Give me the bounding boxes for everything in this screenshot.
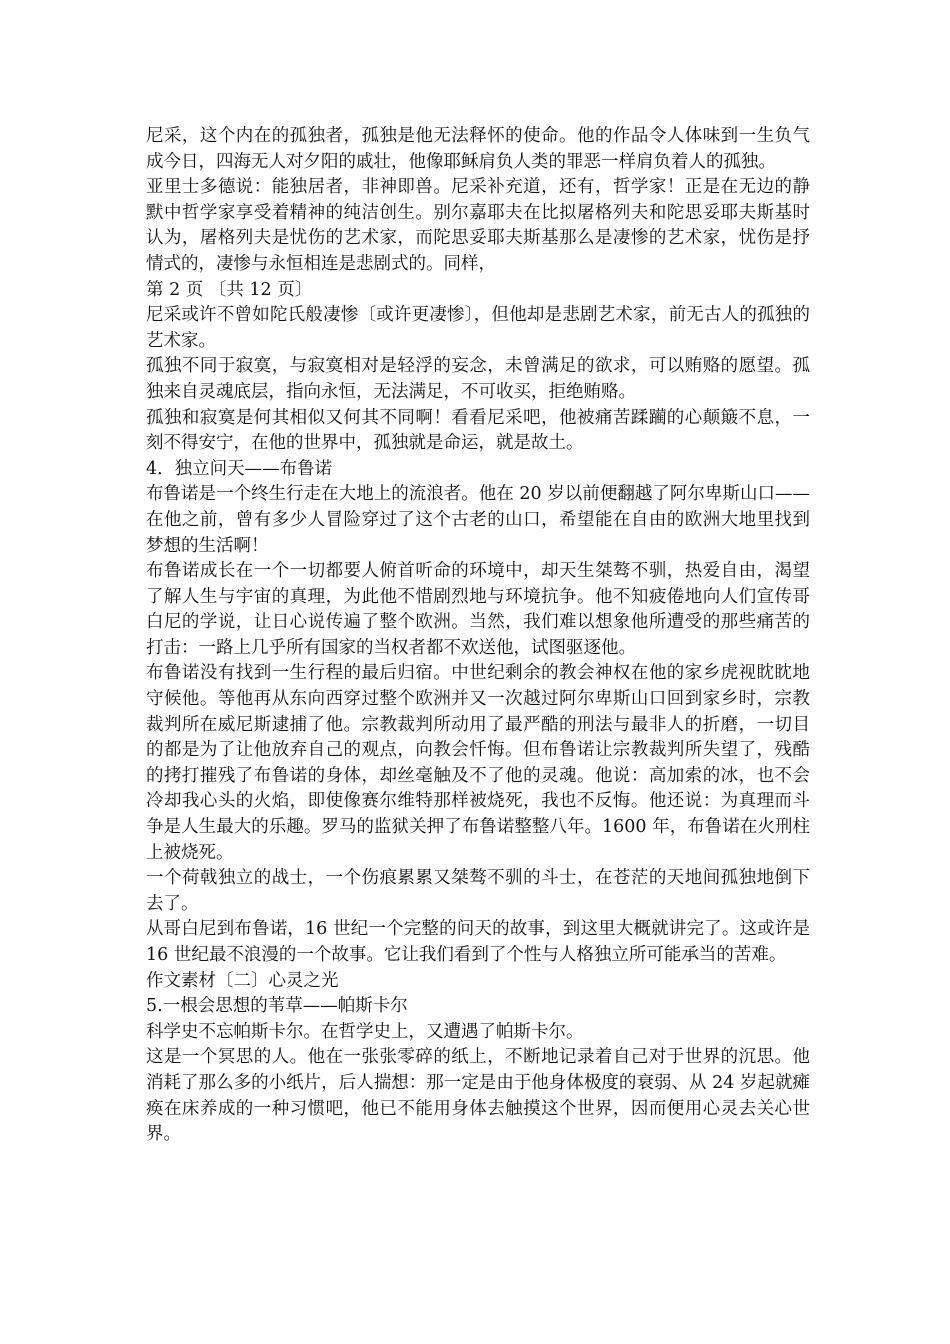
section-heading-bruno: 4．独立问天——布鲁诺 xyxy=(146,458,333,479)
section-heading-material-two: 作文素材〔二〕心灵之光 xyxy=(146,970,339,991)
paragraph-bruno-inquisition: 布鲁诺没有找到一生行程的最后归宿。中世纪剩余的教会神权在他的家乡虎视眈眈地守候他。等他再从东向西穿过整个欧洲并又一次越过阿尔卑斯山口回到家乡时，宗教裁判所在威尼斯逮捕了他。宗教裁判所动用了最严酷的刑法与最非人的折磨，一切目的都是为了让他放弃自己的观点，向教会忏悔。但布鲁诺让宗教裁判所失望了，残酷的拷打摧残了布鲁诺的身体，却丝毫触及不了他的灵魂。他说：高加索的冰，也不会冷却我心头的火焰，即使像赛尔维特那样被烧死，我也不反悔。他还说：为真理而斗争是人生最大的乐趣。罗马的监狱关押了布鲁诺整整八年。1600 年，布鲁诺在火刑柱上被烧死。 xyxy=(146,663,810,863)
document-page xyxy=(146,124,810,1148)
paragraph-bruno-fighter: 一个荷戟独立的战士，一个伤痕累累又桀骜不驯的斗士，在苍茫的天地间孤独地倒下去了。 xyxy=(146,868,810,914)
paragraph-bruno-upbringing: 布鲁诺成长在一个一切都要人俯首听命的环境中，却天生桀骜不驯，热爱自由，渴望了解人生与宇宙的真理，为此他不惜剧烈地与环境抗争。他不知疲倦地向人们宣传哥白尼的学说，让日心说传遍了整个欧洲。当然，我们难以想象他所遭受的那些痛苦的打击：一路上几乎所有国家的当权者都不欢送他，试图驱逐他。 xyxy=(146,561,810,658)
page-number-line: 第 2 页 〔共 12 页〕 xyxy=(146,279,313,300)
paragraph-nietzsche-fate: 孤独和寂寞是何其相似又何其不同啊！看看尼采吧，他被痛苦蹂躏的心颠簸不息，一刻不得安宁，在他的世界中，孤独就是命运，就是故土。 xyxy=(146,407,810,454)
paragraph-pascal-history: 科学史不忘帕斯卡尔。在哲学史上，又遭遇了帕斯卡尔。 xyxy=(146,1021,584,1042)
paragraph-copernicus-to-bruno: 从哥白尼到布鲁诺，16 世纪一个完整的问天的故事，到这里大概就讲完了。这或许是 16 世纪最不浪漫的一个故事。它让我们看到了个性与人格独立所可能承当的苦难。 xyxy=(146,919,810,965)
paragraph-solitude-vs-loneliness: 孤独不同于寂寞，与寂寞相对是轻浮的妄念，未曾满足的欲求，可以贿赂的愿望。孤独来自灵魂底层，指向永恒，无法满足，不可收买，拒绝贿赂。 xyxy=(146,356,810,402)
paragraph-aristotle-quote: 亚里士多德说：能独居者，非神即兽。尼采补充道，还有，哲学家！正是在无边的静默中哲学家享受着精神的纯洁创生。别尔嘉耶夫在比拟屠格列夫和陀思妥耶夫斯基时认为，屠格列夫是忧伤的艺术家，而陀思妥耶夫斯基那么是凄惨的艺术家，忧伤是抒情式的，凄惨与永恒相连是悲剧式的。同样， xyxy=(146,177,810,274)
paragraph-tragic-artist: 尼采或许不曾如陀氏般凄惨〔或许更凄惨〕，但他却是悲剧艺术家，前无古人的孤独的艺术家。 xyxy=(146,305,810,351)
paragraph-bruno-wanderer: 布鲁诺是一个终生行走在大地上的流浪者。他在 20 岁以前便翻越了阿尔卑斯山口——在他之前，曾有多少人冒险穿过了这个古老的山口，希望能在自由的欧洲大地里找到梦想的生活啊！ xyxy=(146,484,810,556)
section-heading-pascal: 5.一根会思想的苇草——帕斯卡尔 xyxy=(146,996,408,1017)
paragraph-pascal-thinker: 这是一个冥思的人。他在一张张零碎的纸上，不断地记录着自己对于世界的沉思。他消耗了那么多的小纸片，后人揣想：那一定是由于他身体极度的衰弱、从 24 岁起就瘫痪在床养成的一种习惯吧，他已不能用身体去触摸这个世界，因而便用心灵去关心世界。 xyxy=(146,1047,810,1145)
paragraph-nietzsche-solitude: 尼采，这个内在的孤独者，孤独是他无法释怀的使命。他的作品令人体味到一生负气成今日，四海无人对夕阳的戚壮，他像耶稣肩负人类的罪恶一样肩负着人的孤独。 xyxy=(146,126,810,172)
